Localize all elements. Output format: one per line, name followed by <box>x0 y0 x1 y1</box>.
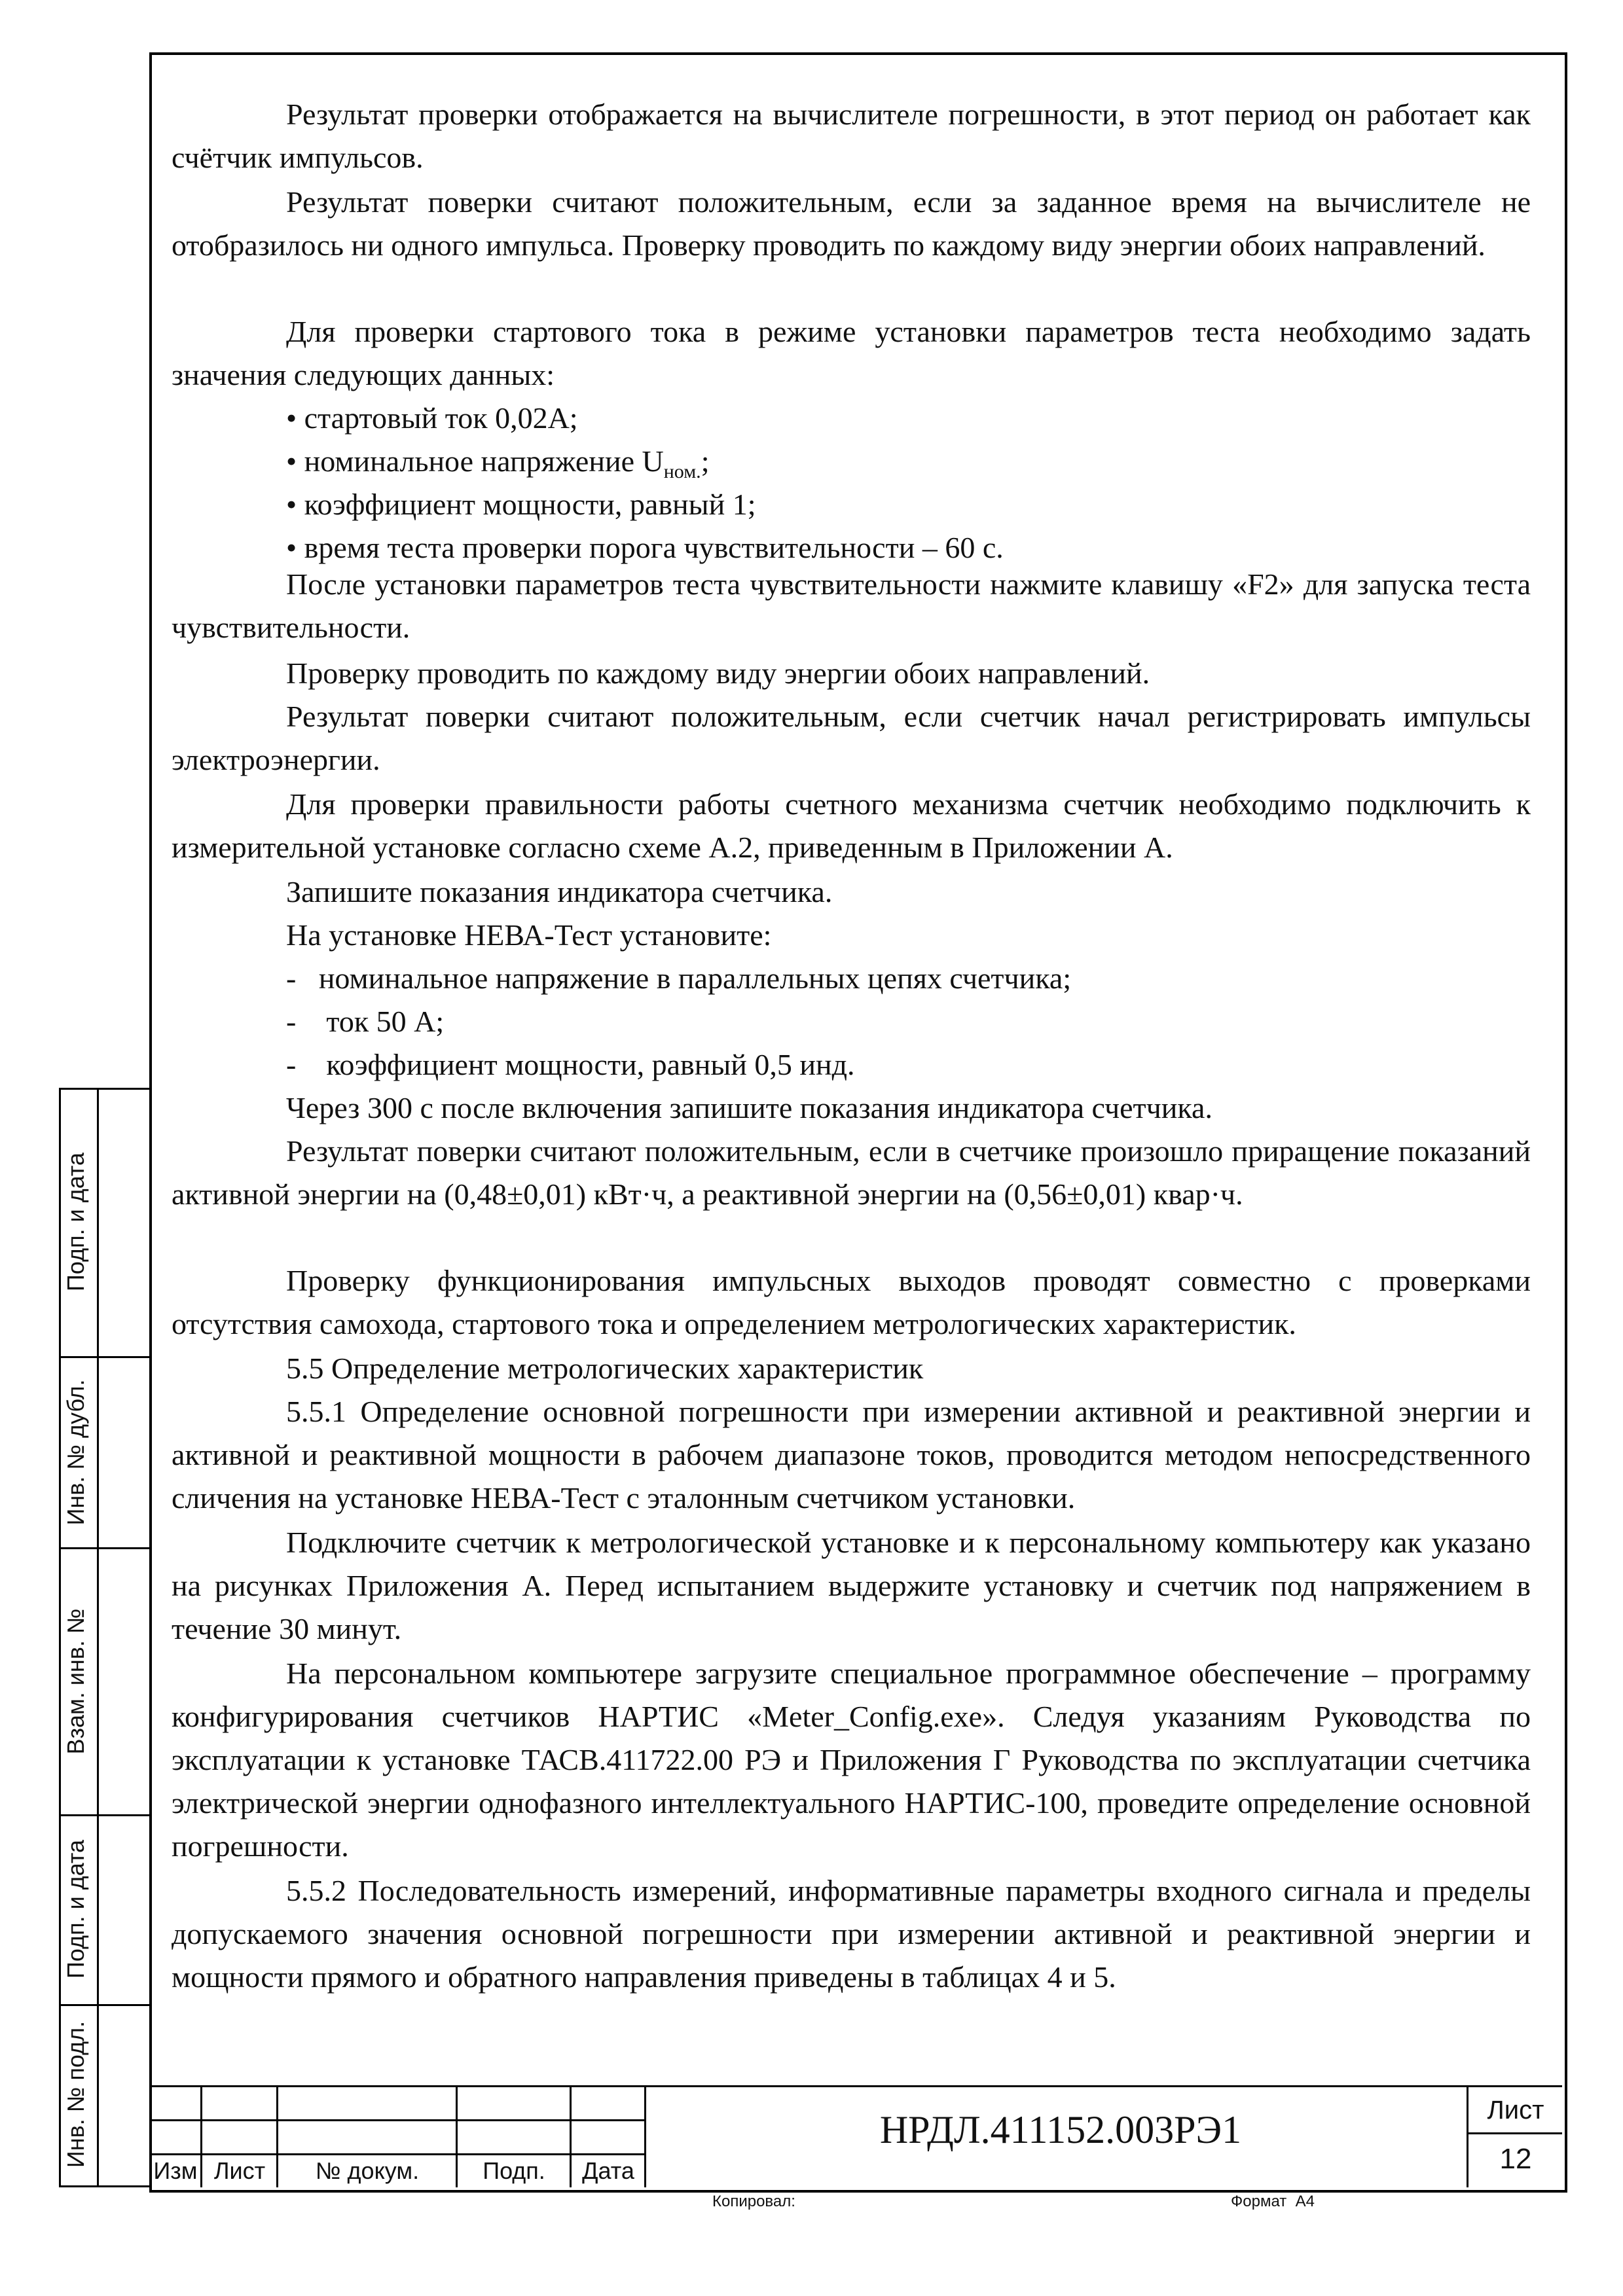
sheet-number: 12 <box>1499 2143 1532 2175</box>
paragraph-8: Запишите показания индикатора счетчика. <box>286 875 833 908</box>
side-label-vzam-inv: Взам. инв. № <box>62 1608 89 1755</box>
dash-item-2: - ток 50 А; <box>286 1005 445 1038</box>
stamp-col-label-podp: Подп. <box>483 2157 545 2184</box>
footer-format: Формат А4 <box>1231 2193 1315 2210</box>
paragraph-2: Результат поверки считают положительным, если за заданное время на вычислителе не отобразилось ни одного импульса. Проверку проводить по каждому виду энергии обоих направлений. <box>172 185 1531 262</box>
bullet-item-1: • стартовый ток 0,02А; <box>286 401 578 435</box>
stamp-sheet-line <box>1467 2132 1562 2134</box>
paragraph-13: Подключите счетчик к метрологической установке и к персональному компьютеру как указано на рисунках Приложения А. Перед испытанием выдержите установку и счетчик под напряжением в течение 30 минут. <box>172 1526 1531 1645</box>
document-code: НРДЛ.411152.003РЭ1 <box>879 2108 1242 2151</box>
paragraph-6: Результат поверки считают положительным, если счетчик начал регистрировать импульсы электроэнергии. <box>172 700 1531 776</box>
paragraph-1: Результат проверки отображается на вычислителе погрешности, в этот период он работает как счётчик импульсов. <box>172 98 1531 174</box>
paragraph-12: Проверку функционирования импульсных выходов проводят совместно с проверками отсутствия самохода, стартового тока и определением метрологических характеристик. <box>172 1264 1531 1340</box>
paragraph-14: На персональном компьютере загрузите специальное программное обеспечение – программу конфигурирования счетчиков НАРТИС «Meter_Config.exe». Следуя указаниям Руководства по эксплуатации к установке ТАСВ.411722.00 РЭ и Приложения Г Руководства по эксплуатации счетчика электрической энергии однофазного интеллектуального НАРТИС-100, проведите определение основной погрешности. <box>172 1657 1531 1863</box>
dash-item-1: - номинальное напряжение в параллельных цепях счетчика; <box>286 961 1072 995</box>
bullet-item-2-text: • номинальное напряжение U <box>286 444 664 478</box>
paragraph-9: На установке НЕВА-Тест установите: <box>286 918 772 952</box>
stamp-col-label-izm: Изм <box>153 2157 198 2184</box>
bullet-item-2-sub: ном. <box>663 461 701 483</box>
stamp-col-4 <box>570 2085 572 2187</box>
side-strip-line-inner <box>97 1088 99 2187</box>
footer-copied: Копировал: <box>712 2193 795 2210</box>
stamp-col-label-data: Дата <box>582 2157 634 2184</box>
stamp-col-1 <box>200 2085 202 2187</box>
paragraph-11: Результат поверки считают положительным, если в счетчике произошло приращение показаний активной энергии на (0,48±0,01) кВт·ч, а реактивной энергии на (0,56±0,01) квар·ч. <box>172 1134 1531 1211</box>
side-label-podp-data-2: Подп. и дата <box>62 1839 89 1979</box>
stamp-col-label-list: Лист <box>213 2157 266 2184</box>
side-label-podp-data-1: Подп. и дата <box>62 1152 89 1292</box>
stamp-col-5 <box>644 2085 646 2187</box>
stamp-top-line <box>149 2085 1562 2087</box>
paragraph-3: Для проверки стартового тока в режиме установки параметров теста необходимо задать значения следующих данных: <box>172 315 1531 391</box>
bullet-item-2-tail: ; <box>701 444 710 478</box>
side-label-inv-podl: Инв. № подл. <box>62 2020 89 2168</box>
sheet-label: Лист <box>1487 2096 1544 2125</box>
paragraph-5-5-2: 5.5.2 Последовательность измерений, информативные параметры входного сигнала и пределы допускаемого значения основной погрешности при измерении активной и реактивной энергии и мощности прямого и обратного направления приведены в таблицах 4 и 5. <box>172 1874 1531 1994</box>
section-heading-5-5: 5.5 Определение метрологических характеристик <box>286 1352 924 1385</box>
stamp-col-2 <box>276 2085 278 2187</box>
stamp-col-sheet <box>1467 2085 1468 2187</box>
dash-item-3: - коэффициент мощности, равный 0,5 инд. <box>286 1048 855 1081</box>
paragraph-7: Для проверки правильности работы счетного механизма счетчик необходимо подключить к измерительной установке согласно схеме А.2, приведенным в Приложении А. <box>172 787 1531 864</box>
paragraph-5: Проверку проводить по каждому виду энергии обоих направлений. <box>286 656 1150 690</box>
stamp-col-3 <box>456 2085 458 2187</box>
paragraph-4: После установки параметров теста чувствительности нажмите клавишу «F2» для запуска теста чувствительности. <box>172 567 1531 644</box>
side-strip-line-outer <box>59 1088 61 2187</box>
side-label-inv-dubl: Инв. № дубл. <box>62 1379 89 1526</box>
paragraph-10: Через 300 с после включения запишите показания индикатора счетчика. <box>286 1091 1213 1124</box>
paragraph-5-5-1: 5.5.1 Определение основной погрешности при измерении активной и реактивной энергии и активной и реактивной мощности в рабочем диапазоне токов, проводится методом непосредственного сличения на установке НЕВА-Тест с эталонным счетчиком установки. <box>172 1395 1531 1515</box>
side-strip-top <box>59 1088 151 1090</box>
bullet-item-3: • коэффициент мощности, равный 1; <box>286 488 756 521</box>
stamp-col-label-doc: № докум. <box>315 2157 420 2184</box>
bullet-item-4: • время теста проверки порога чувствительности – 60 с. <box>286 531 1004 564</box>
